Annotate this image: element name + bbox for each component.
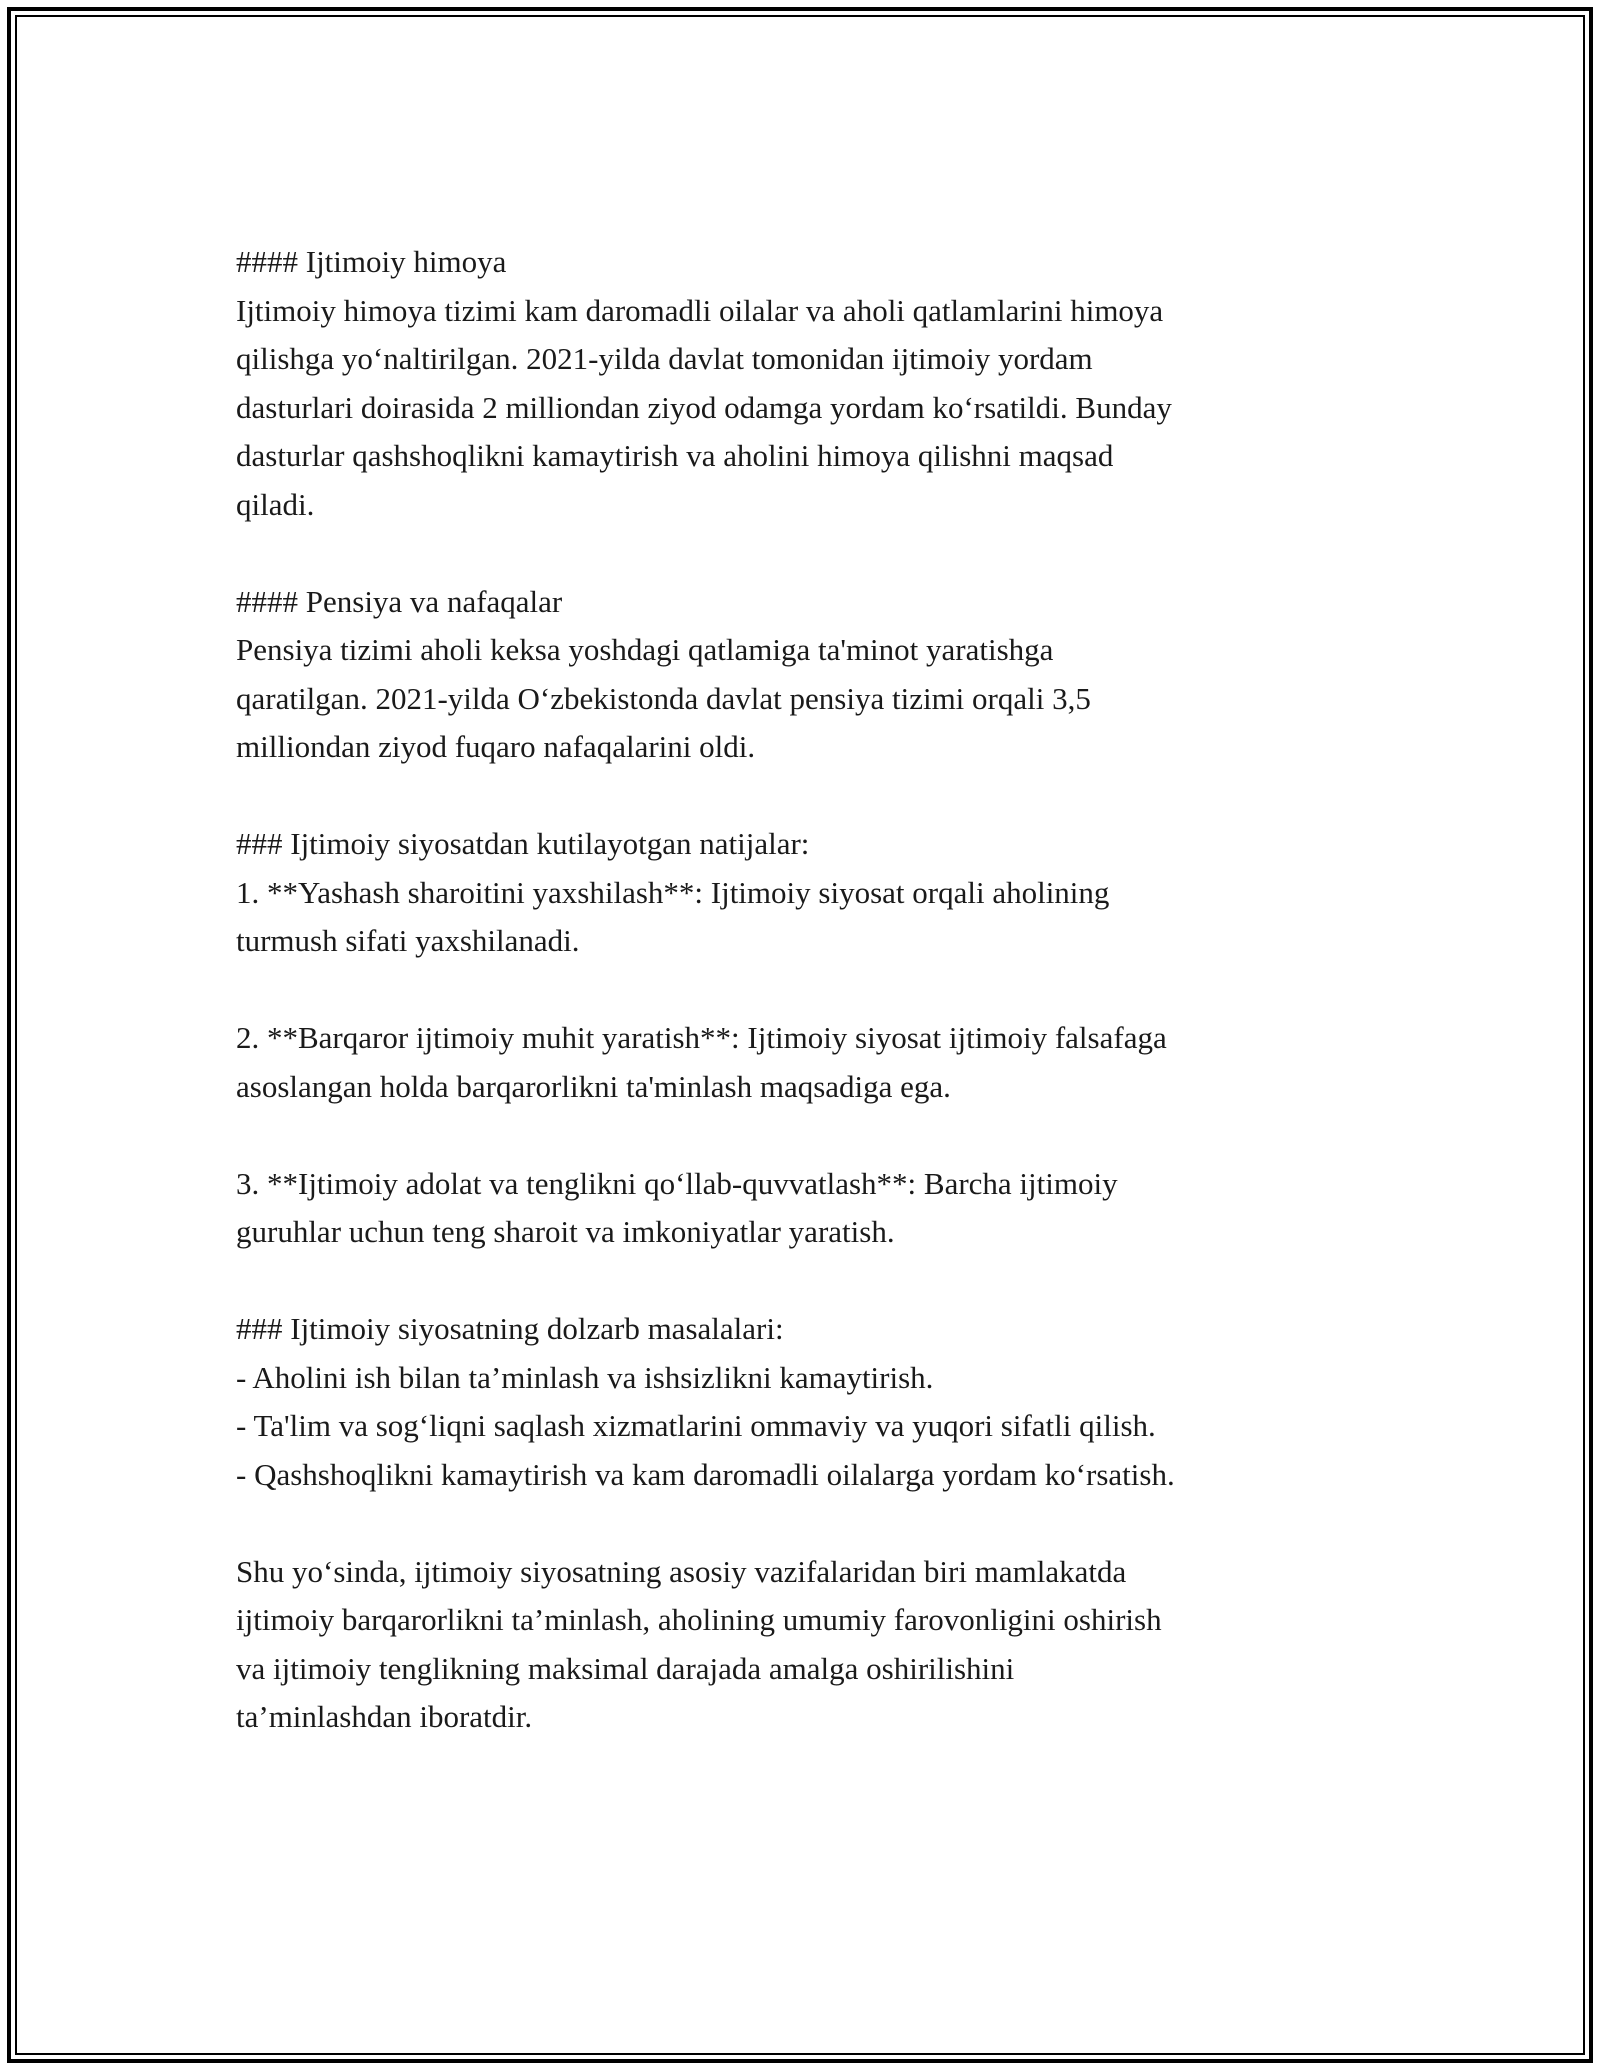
bullet-item: - Ta'lim va sog‘liqni saqlash xizmatlarini ommaviy va yuqori sifatli qilish.: [236, 1408, 1156, 1443]
list-item-line: guruhlar uchun teng sharoit va imkoniyatlar yaratish.: [236, 1214, 895, 1249]
bullet-item: - Aholini ish bilan ta’minlash va ishsizlikni kamaytirish.: [236, 1359, 934, 1395]
bullet-item: - Qashshoqlikni kamaytirish va kam daromadli oilalarga yordam ko‘rsatish.: [236, 1456, 1175, 1492]
section-heading: ### Ijtimoiy siyosatning dolzarb masalalari:: [236, 1311, 784, 1346]
list-item-line: 2. **Barqaror ijtimoiy muhit yaratish**: Ijtimoiy siyosat ijtimoiy falsafaga: [236, 1020, 1167, 1055]
paragraph-line: Shu yo‘sinda, ijtimoiy siyosatning asosiy vazifalaridan biri mamlakatda: [236, 1553, 1127, 1589]
paragraph-line: va ijtimoiy tenglikning maksimal darajada amalga oshirilishini: [236, 1650, 1015, 1686]
paragraph-line: qaratilgan. 2021-yilda O‘zbekistonda davlat pensiya tizimi orqali 3,5: [236, 680, 1091, 716]
section-pensions: [236, 578, 1386, 772]
list-item-2: [236, 1014, 1386, 1111]
list-item-3: [236, 1160, 1386, 1257]
section-heading: ### Ijtimoiy siyosatdan kutilayotgan natijalar:: [236, 826, 810, 861]
section-social-protection: [236, 238, 1386, 529]
paragraph-line: qiladi.: [236, 486, 315, 522]
section-current-issues: [236, 1305, 1386, 1499]
paragraph-line: qilishga yo‘naltirilgan. 2021-yilda davlat tomonidan ijtimoiy yordam: [236, 341, 1093, 376]
list-item-line: 3. **Ijtimoiy adolat va tenglikni qo‘llab-quvvatlash**: Barcha ijtimoiy: [236, 1165, 1118, 1201]
paragraph-line: ta’minlashdan iboratdir.: [236, 1699, 533, 1734]
paragraph-line: milliondan ziyod fuqaro nafaqalarini oldi.: [236, 729, 756, 764]
list-item-line: asoslangan holda barqarorlikni ta'minlash maqsadiga ega.: [236, 1068, 951, 1104]
paragraph-line: Ijtimoiy himoya tizimi kam daromadli oilalar va aholi qatlamlarini himoya: [236, 292, 1164, 328]
paragraph-line: dasturlari doirasida 2 milliondan ziyod odamga yordam ko‘rsatildi. Bunday: [236, 389, 1172, 425]
section-expected-results: [236, 820, 1386, 966]
paragraph-line: Pensiya tizimi aholi keksa yoshdagi qatlamiga ta'minot yaratishga: [236, 632, 1054, 667]
list-item-line: 1. **Yashash sharoitini yaxshilash**: Ijtimoiy siyosat orqali aholining: [236, 874, 1110, 910]
conclusion-paragraph: [236, 1548, 1386, 1742]
section-heading: #### Pensiya va nafaqalar: [236, 583, 563, 619]
section-heading: #### Ijtimoiy himoya: [236, 244, 507, 279]
list-item-line: turmush sifati yaxshilanadi.: [236, 923, 580, 958]
paragraph-line: ijtimoiy barqarorlikni ta’minlash, aholining umumiy farovonligini oshirish: [236, 1602, 1162, 1637]
document-body: [236, 238, 1386, 1742]
paragraph-line: dasturlar qashshoqlikni kamaytirish va aholini himoya qilishni maqsad: [236, 438, 1114, 473]
